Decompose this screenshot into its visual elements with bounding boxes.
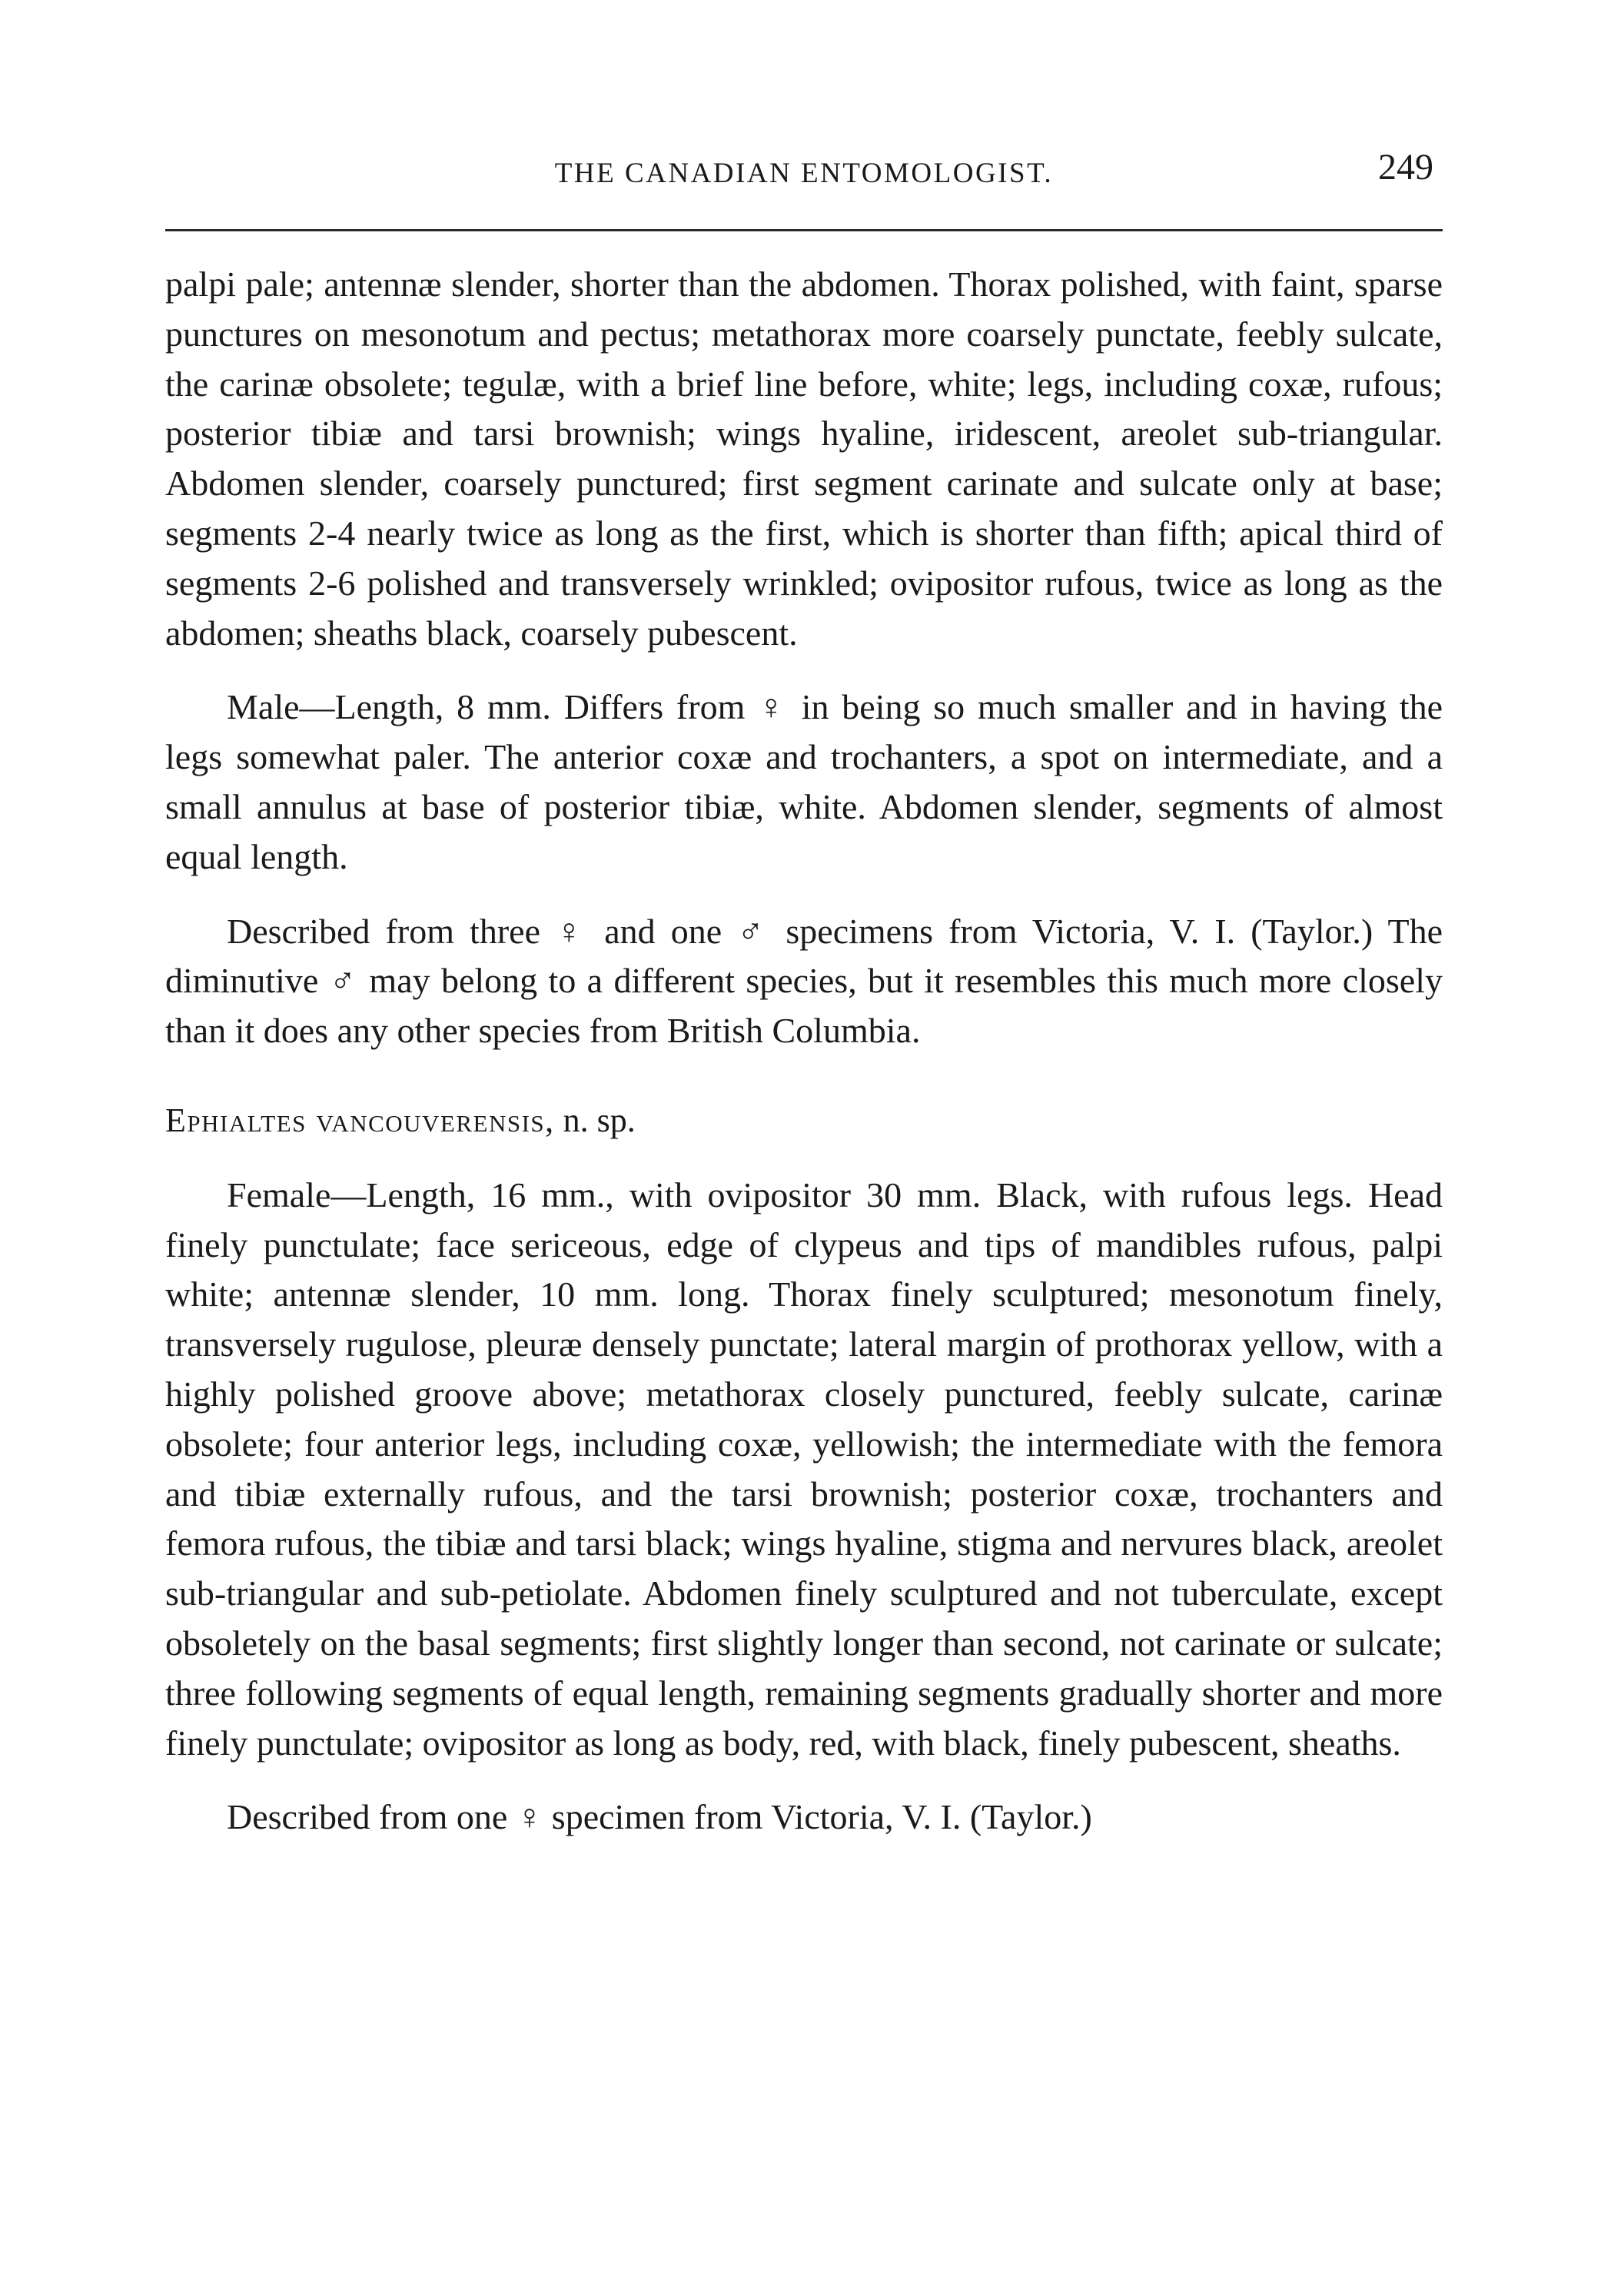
article-body	[165, 260, 1443, 1842]
header-rule	[165, 229, 1443, 231]
species-heading	[165, 1096, 1443, 1146]
paragraph-female-description-continued: palpi pale; antennæ slender, shorter than the abdomen. Thorax polished, with faint, sparse punctures on mesonotum and pectus; metathorax more coarsely punctate, feebly sulcate, the carinæ obsolete; tegulæ, with a brief line before, white; legs, including coxæ, rufous; posterior tibiæ and tarsi brownish; wings hyaline, iridescent, areolet sub-triangular. Abdomen slender, coarsely punctured; first segment carinate and sulcate only at base; segments 2-4 nearly twice as long as the first, which is shorter than fifth; apical third of segments 2-6 polished and transversely wrinkled; ovipositor rufous, twice as long as the abdomen; sheaths black, coarsely pubescent.	[165, 264, 1443, 653]
running-title: THE CANADIAN ENTOMOLOGIST.	[554, 158, 1054, 189]
species-name: Ephialtes vancouverensis,	[165, 1101, 555, 1139]
page-number: 249	[1378, 147, 1433, 188]
species-suffix: n. sp.	[563, 1101, 636, 1139]
paragraph-ephialtes-female: Female—Length, 16 mm., with ovipositor 30 mm. Black, with rufous legs. Head finely punctulate; face sericeous, edge of clypeus and tips of mandibles rufous, palpi white; antennæ slender, 10 mm. long. Thorax finely sculptured; mesonotum finely, transversely rugulose, pleuræ densely punctate; lateral margin of prothorax yellow, with a highly polished groove above; metathorax closely punctured, feebly sulcate, carinæ obsolete; four anterior legs, including coxæ, yellowish; the intermediate with the femora and tibiæ externally rufous, and the tarsi brownish; posterior coxæ, trochanters and femora rufous, the tibiæ and tarsi black; wings hyaline, stigma and nervures black, areolet sub-triangular and sub-petiolate. Abdomen finely sculptured and not tuberculate, except obsoletely on the basal segments; first slightly longer than second, not carinate or sulcate; three following segments of equal length, remaining segments gradually shorter and more finely punctulate; ovipositor as long as body, red, with black, finely pubescent, sheaths.	[165, 1175, 1443, 1763]
paragraph-specimens-note: Described from three ♀ and one ♂ specimens from Victoria, V. I. (Taylor.) The diminutive ♂ may belong to a different species, but it resembles this much more closely than it does any other species from British Columbia.	[165, 911, 1443, 1051]
paragraph-ephialtes-specimen: Described from one ♀ specimen from Victoria, V. I. (Taylor.)	[227, 1797, 1092, 1837]
running-head	[165, 147, 1443, 197]
paragraph-male-description: Male—Length, 8 mm. Differs from ♀ in being so much smaller and in having the legs somewhat paler. The anterior coxæ and trochanters, a spot on intermediate, and a small annulus at base of posterior tibiæ, white. Abdomen slender, segments of almost equal length.	[165, 687, 1443, 876]
